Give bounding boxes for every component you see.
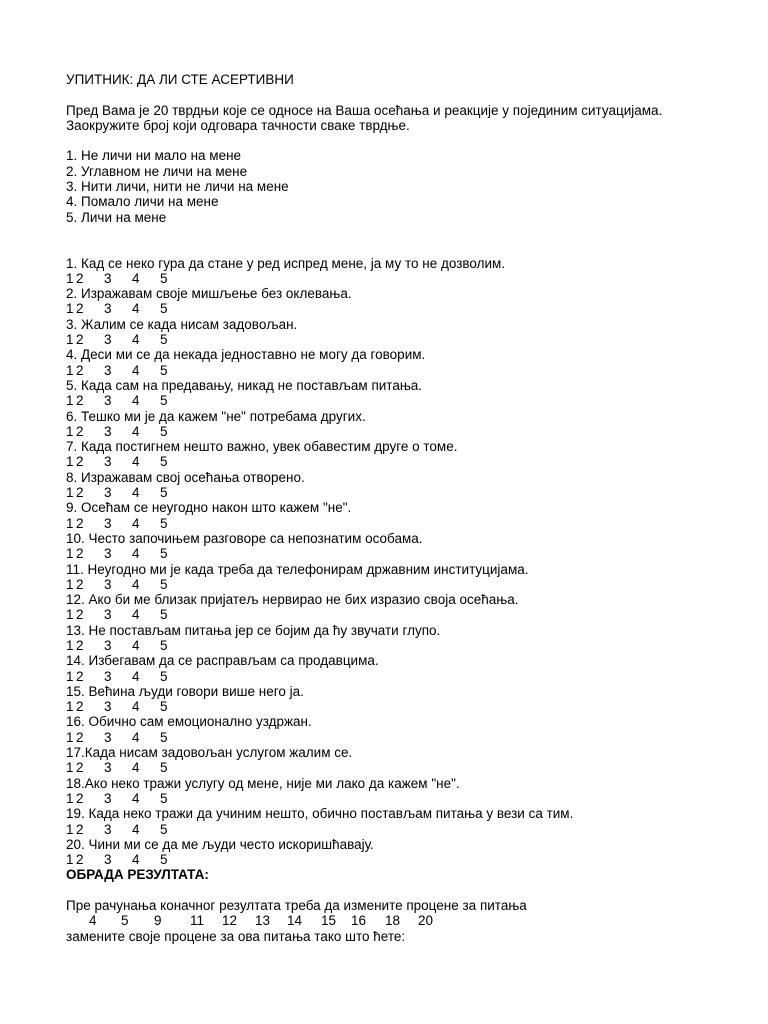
rating-option[interactable]: 3 bbox=[104, 576, 112, 592]
reverse-item-number: 4 bbox=[89, 913, 97, 929]
rating-option[interactable]: 5 bbox=[160, 423, 168, 439]
statement-text: 18.Ако неко тражи услугу од мене, није ми лако да кажем "не". bbox=[66, 775, 460, 791]
rating-option[interactable]: 2 bbox=[76, 760, 84, 776]
rating-option[interactable]: 3 bbox=[104, 760, 112, 776]
rating-option[interactable]: 1 bbox=[66, 270, 74, 286]
results-numbers bbox=[66, 913, 746, 928]
rating-scale bbox=[66, 607, 746, 622]
statement-text: 4. Деси ми се да некада једноставно не могу да говорим. bbox=[66, 347, 426, 363]
rating-option[interactable]: 5 bbox=[160, 362, 168, 378]
rating-option[interactable]: 5 bbox=[160, 515, 168, 531]
rating-option[interactable]: 2 bbox=[76, 546, 84, 562]
rating-option[interactable]: 1 bbox=[66, 423, 74, 439]
rating-option[interactable]: 2 bbox=[76, 729, 84, 745]
questionnaire-page bbox=[66, 72, 746, 944]
rating-option[interactable]: 2 bbox=[76, 607, 84, 623]
rating-option[interactable]: 1 bbox=[66, 821, 74, 837]
rating-option[interactable]: 5 bbox=[160, 668, 168, 684]
rating-option[interactable]: 5 bbox=[160, 485, 168, 501]
statement-text: 3. Жалим се када нисам задовољан. bbox=[66, 316, 298, 332]
rating-option[interactable]: 1 bbox=[66, 393, 74, 409]
statement-text: 20. Чини ми се да ме људи често искоришћавају. bbox=[66, 836, 374, 852]
rating-scale bbox=[66, 301, 746, 316]
statement-text: 19. Када неко тражи да учиним нешто, обично постављам питања у вези са тим. bbox=[66, 806, 574, 822]
rating-option[interactable]: 4 bbox=[132, 423, 140, 439]
rating-scale bbox=[66, 424, 746, 439]
rating-option[interactable]: 1 bbox=[66, 637, 74, 653]
rating-scale bbox=[66, 271, 746, 286]
reverse-item-number: 5 bbox=[121, 913, 129, 929]
rating-option[interactable]: 3 bbox=[104, 423, 112, 439]
rating-option[interactable]: 1 bbox=[66, 607, 74, 623]
legend-item: 2. Углавном не личи на мене bbox=[66, 163, 248, 179]
reverse-item-number: 15 bbox=[321, 913, 337, 929]
rating-option[interactable]: 4 bbox=[132, 668, 140, 684]
rating-option[interactable]: 3 bbox=[104, 332, 112, 348]
statement-text: 13. Не постављам питања јер се бојим да ћу звучати глупо. bbox=[66, 622, 441, 638]
rating-scale bbox=[66, 760, 746, 775]
statement-text: 15. Већина људи говори више него ја. bbox=[66, 683, 304, 699]
rating-option[interactable]: 3 bbox=[104, 852, 112, 868]
rating-scale bbox=[66, 546, 746, 561]
rating-option[interactable]: 2 bbox=[76, 423, 84, 439]
rating-option[interactable]: 2 bbox=[76, 668, 84, 684]
rating-option[interactable]: 1 bbox=[66, 729, 74, 745]
rating-option[interactable]: 3 bbox=[104, 301, 112, 317]
statement-text: 7. Када постигнем нешто важно, увек обавестим друге о томе. bbox=[66, 439, 458, 455]
statement-text: 10. Често започињем разговоре са непознатим особама. bbox=[66, 530, 423, 546]
page-title: УПИТНИК: ДА ЛИ СТЕ АСЕРТИВНИ bbox=[66, 72, 294, 87]
rating-option[interactable]: 3 bbox=[104, 393, 112, 409]
rating-option[interactable]: 1 bbox=[66, 760, 74, 776]
reverse-item-number: 18 bbox=[385, 913, 401, 929]
rating-option[interactable]: 4 bbox=[132, 515, 140, 531]
rating-option[interactable]: 2 bbox=[76, 270, 84, 286]
rating-option[interactable]: 2 bbox=[76, 454, 84, 470]
legend-item: 4. Помало личи на мене bbox=[66, 194, 219, 210]
rating-option[interactable]: 4 bbox=[132, 790, 140, 806]
rating-option[interactable]: 5 bbox=[160, 607, 168, 623]
rating-option[interactable]: 1 bbox=[66, 546, 74, 562]
rating-option[interactable]: 5 bbox=[160, 576, 168, 592]
statement-text: 16. Обично сам емоционално уздржан. bbox=[66, 714, 312, 730]
statement-text: 9. Осећам се неугодно након што кажем "не". bbox=[66, 500, 352, 516]
rating-option[interactable]: 5 bbox=[160, 546, 168, 562]
rating-option[interactable]: 4 bbox=[132, 485, 140, 501]
rating-option[interactable]: 2 bbox=[76, 393, 84, 409]
rating-option[interactable]: 4 bbox=[132, 454, 140, 470]
rating-scale bbox=[66, 516, 746, 531]
rating-option[interactable]: 5 bbox=[160, 637, 168, 653]
rating-option[interactable]: 5 bbox=[160, 821, 168, 837]
rating-option[interactable]: 5 bbox=[160, 790, 168, 806]
rating-scale bbox=[66, 485, 746, 500]
rating-option[interactable]: 3 bbox=[104, 362, 112, 378]
rating-scale bbox=[66, 454, 746, 469]
rating-option[interactable]: 4 bbox=[132, 760, 140, 776]
rating-option[interactable]: 5 bbox=[160, 332, 168, 348]
statement-text: 2. Изражавам своје мишљење без оклевања. bbox=[66, 286, 352, 302]
rating-scale bbox=[66, 699, 746, 714]
rating-option[interactable]: 1 bbox=[66, 332, 74, 348]
rating-option[interactable]: 2 bbox=[76, 790, 84, 806]
rating-option[interactable]: 1 bbox=[66, 668, 74, 684]
rating-option[interactable]: 1 bbox=[66, 454, 74, 470]
rating-option[interactable]: 5 bbox=[160, 270, 168, 286]
statement-list bbox=[66, 256, 746, 868]
rating-option[interactable]: 4 bbox=[132, 729, 140, 745]
rating-scale bbox=[66, 852, 746, 867]
rating-option[interactable]: 3 bbox=[104, 607, 112, 623]
rating-option[interactable]: 2 bbox=[76, 515, 84, 531]
statement-text: 5. Када сам на предавању, никад не постављам питања. bbox=[66, 377, 423, 393]
rating-scale bbox=[66, 669, 746, 684]
statement-text: 14. Избегавам да се расправљам са продавцима. bbox=[66, 653, 379, 669]
rating-scale bbox=[66, 332, 746, 347]
rating-option[interactable]: 2 bbox=[76, 362, 84, 378]
intro-line-2: Заокружите број који одговара тачности сваке тврдње. bbox=[66, 117, 410, 133]
statement-text: 8. Изражавам свој осећања отворено. bbox=[66, 469, 305, 485]
rating-option[interactable]: 1 bbox=[66, 576, 74, 592]
rating-scale bbox=[66, 363, 746, 378]
rating-option[interactable]: 3 bbox=[104, 546, 112, 562]
rating-scale bbox=[66, 638, 746, 653]
rating-scale bbox=[66, 822, 746, 837]
legend-item: 5. Личи на мене bbox=[66, 209, 167, 225]
rating-option[interactable]: 4 bbox=[132, 546, 140, 562]
rating-option[interactable]: 2 bbox=[76, 301, 84, 317]
rating-option[interactable]: 1 bbox=[66, 362, 74, 378]
rating-option[interactable]: 4 bbox=[132, 607, 140, 623]
rating-option[interactable]: 3 bbox=[104, 821, 112, 837]
rating-option[interactable]: 5 bbox=[160, 393, 168, 409]
rating-option[interactable]: 5 bbox=[160, 760, 168, 776]
results-text-2: замените своје процене за ова питања тако што ћете: bbox=[66, 928, 406, 944]
rating-option[interactable]: 4 bbox=[132, 852, 140, 868]
rating-option[interactable]: 2 bbox=[76, 485, 84, 501]
reverse-item-number: 13 bbox=[255, 913, 271, 929]
rating-option[interactable]: 1 bbox=[66, 515, 74, 531]
rating-option[interactable]: 3 bbox=[104, 699, 112, 715]
rating-option[interactable]: 5 bbox=[160, 301, 168, 317]
reverse-item-number: 16 bbox=[351, 913, 367, 929]
rating-option[interactable]: 4 bbox=[132, 576, 140, 592]
rating-option[interactable]: 2 bbox=[76, 637, 84, 653]
legend-item: 3. Нити личи, нити не личи на мене bbox=[66, 179, 289, 195]
reverse-item-number: 14 bbox=[287, 913, 303, 929]
rating-option[interactable]: 4 bbox=[132, 332, 140, 348]
rating-option[interactable]: 1 bbox=[66, 699, 74, 715]
rating-option[interactable]: 2 bbox=[76, 576, 84, 592]
rating-option[interactable]: 4 bbox=[132, 301, 140, 317]
rating-option[interactable]: 2 bbox=[76, 699, 84, 715]
statement-text: 1. Кад се неко гура да стане у ред испред мене, ја му то не дозволим. bbox=[66, 255, 506, 271]
rating-option[interactable]: 5 bbox=[160, 729, 168, 745]
rating-option[interactable]: 1 bbox=[66, 790, 74, 806]
rating-scale bbox=[66, 730, 746, 745]
rating-option[interactable]: 4 bbox=[132, 270, 140, 286]
reverse-item-number: 20 bbox=[418, 913, 434, 929]
reverse-item-number: 12 bbox=[222, 913, 238, 929]
rating-option[interactable]: 5 bbox=[160, 852, 168, 868]
statement-text: 11. Неугодно ми је када треба да телефонирам државним институцијама. bbox=[66, 561, 529, 577]
rating-option[interactable]: 4 bbox=[132, 362, 140, 378]
rating-option[interactable]: 1 bbox=[66, 301, 74, 317]
rating-option[interactable]: 2 bbox=[76, 821, 84, 837]
reverse-item-number: 9 bbox=[154, 913, 162, 929]
rating-option[interactable]: 2 bbox=[76, 852, 84, 868]
rating-option[interactable]: 1 bbox=[66, 485, 74, 501]
intro-line-1: Пред Вама је 20 тврдњи које се односе на Ваша осећања и реакције у појединим ситуацијама. bbox=[66, 102, 663, 118]
statement-text: 12. Ако би ме близак пријатељ нервирао не бих изразио своја осећања. bbox=[66, 592, 519, 608]
rating-option[interactable]: 4 bbox=[132, 699, 140, 715]
rating-option[interactable]: 3 bbox=[104, 515, 112, 531]
rating-option[interactable]: 3 bbox=[104, 790, 112, 806]
rating-option[interactable]: 2 bbox=[76, 332, 84, 348]
rating-scale bbox=[66, 791, 746, 806]
rating-option[interactable]: 5 bbox=[160, 454, 168, 470]
rating-option[interactable]: 4 bbox=[132, 393, 140, 409]
rating-option[interactable]: 1 bbox=[66, 852, 74, 868]
legend-item: 1. Не личи ни мало на мене bbox=[66, 148, 242, 164]
reverse-item-number: 11 bbox=[190, 913, 205, 929]
statement-text: 6. Тешко ми је да кажем "не" потребама других. bbox=[66, 408, 366, 424]
results-text: Пре рачунања коначног резултата треба да измените процене за питања bbox=[66, 898, 527, 914]
rating-option[interactable]: 3 bbox=[104, 485, 112, 501]
rating-option[interactable]: 3 bbox=[104, 729, 112, 745]
rating-option[interactable]: 5 bbox=[160, 699, 168, 715]
rating-scale bbox=[66, 577, 746, 592]
rating-option[interactable]: 3 bbox=[104, 454, 112, 470]
rating-option[interactable]: 4 bbox=[132, 637, 140, 653]
rating-scale bbox=[66, 393, 746, 408]
results-heading: ОБРАДА РЕЗУЛТАТА: bbox=[66, 867, 209, 883]
rating-option[interactable]: 3 bbox=[104, 270, 112, 286]
rating-option[interactable]: 3 bbox=[104, 637, 112, 653]
rating-option[interactable]: 4 bbox=[132, 821, 140, 837]
rating-legend bbox=[66, 148, 746, 224]
statement-text: 17.Када нисам задовољан услугом жалим се. bbox=[66, 745, 353, 761]
rating-option[interactable]: 3 bbox=[104, 668, 112, 684]
